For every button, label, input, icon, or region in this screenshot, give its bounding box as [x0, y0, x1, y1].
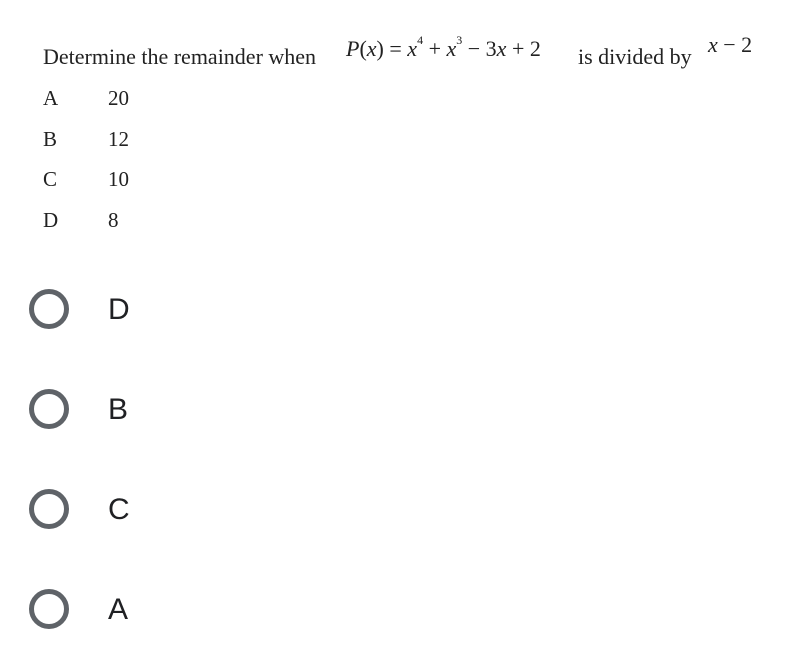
choice-c[interactable]: [0, 462, 420, 552]
choice-label: A: [108, 593, 129, 626]
choice-label: C: [108, 493, 130, 526]
option-b-letter: B: [43, 127, 58, 151]
divisor-rest: − 2: [723, 32, 753, 57]
radio-circle-icon[interactable]: [29, 389, 69, 429]
question-middle-text: is divided by: [578, 44, 692, 69]
answer-choices: [0, 262, 793, 661]
question-image: [0, 0, 793, 262]
choice-a[interactable]: [0, 562, 420, 652]
choice-d[interactable]: [0, 262, 420, 352]
poly-term-x4: x: [407, 36, 418, 61]
choice-label: B: [108, 393, 129, 426]
poly-plus-2: + 2: [511, 36, 541, 61]
question-prefix-text: Determine the remainder when: [43, 44, 317, 69]
option-a-letter: A: [43, 86, 59, 110]
poly-equals: =: [389, 36, 402, 61]
poly-minus-3: − 3: [467, 36, 497, 61]
choice-b[interactable]: [0, 362, 420, 452]
radio-circle-icon[interactable]: [29, 589, 69, 629]
poly-exp-4: 4: [417, 33, 424, 47]
poly-exp-3: 3: [456, 33, 463, 47]
poly-term-x: x: [496, 36, 507, 61]
option-c-value: 10: [108, 167, 129, 191]
option-b-value: 12: [108, 127, 129, 151]
divisor-expression: [708, 32, 752, 58]
poly-plus: +: [428, 36, 441, 61]
poly-open-paren: (: [359, 36, 367, 61]
polynomial-expression: [346, 33, 541, 62]
option-d-value: 8: [108, 208, 119, 232]
radio-circle-icon[interactable]: [29, 489, 69, 529]
option-d-letter: D: [43, 208, 59, 232]
poly-close-paren: ): [376, 36, 384, 61]
poly-var: x: [366, 36, 377, 61]
option-c-letter: C: [43, 167, 58, 191]
poly-term-x3: x: [446, 36, 457, 61]
radio-circle-icon[interactable]: [29, 289, 69, 329]
divisor-var: x: [708, 32, 718, 57]
choice-label: D: [108, 293, 130, 326]
poly-name: P: [346, 36, 360, 61]
option-a-value: 20: [108, 86, 129, 110]
